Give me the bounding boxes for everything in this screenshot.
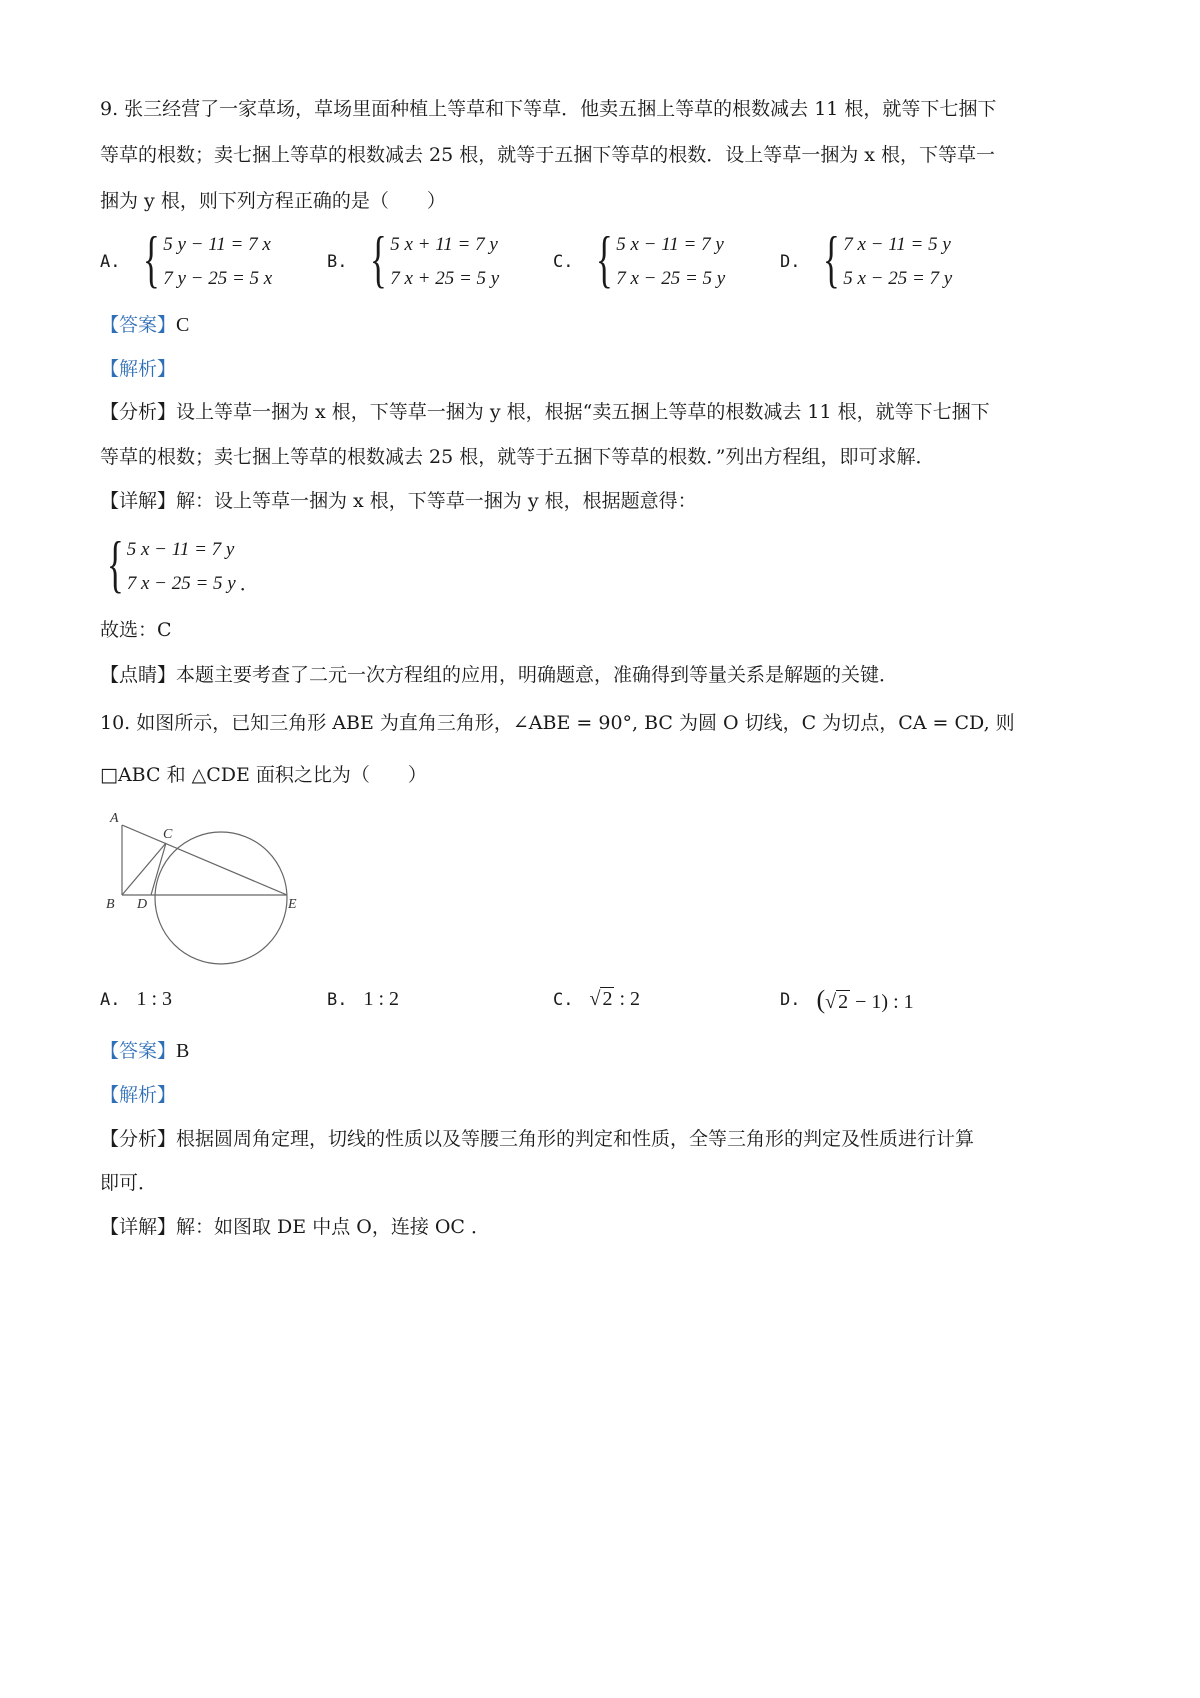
answer-value: C [176,314,190,336]
fenxi-text: 根据圆周角定理，切线的性质以及等腰三角形的判定和性质，全等三角形的判定及性质进行计算 [176,1128,975,1150]
q9-fenxi-line1 [100,401,990,424]
q10-answer [100,1039,189,1063]
ratio-mid: − 1 [850,991,882,1013]
q9-dianjing [100,664,898,687]
q10-analysis-label: 【解析】 [100,1084,177,1106]
fenxi-text: 设上等草一捆为 x 根，下等草一捆为 y 根，根据“卖五捆上等草的根数减去 11 根，就等下七捆下 [176,401,990,423]
segment-bc [122,843,166,895]
point-label-b: B [106,897,115,912]
option-letter: D. [780,252,801,272]
q10-option-b [327,988,399,1011]
q9-answer [100,313,189,337]
brace-icon: { [143,223,161,294]
brace-icon: { [106,528,124,599]
brace-icon: { [596,223,614,294]
q10-option-c [553,988,640,1011]
point-label-d: D [137,897,148,912]
q9-fenxi-line2: 等草的根数；卖七捆上等草的根数减去 25 根，就等于五捆下等草的根数．”列出方程组，即可求解． [100,446,935,468]
point-label-e: E [288,897,297,912]
q9-xiangjie [100,490,697,513]
q10-figure [100,805,300,970]
fenxi-label: 【分析】 [100,1128,177,1150]
option-letter: A. [100,252,121,272]
point-label-a: A [110,811,119,826]
option-letter: D. [780,990,801,1010]
ratio-rest: : 2 [614,988,641,1010]
q9-solution-system [100,528,259,601]
equation: 7 x + 25 = 5 y [390,268,500,289]
q9-option-b [327,223,500,296]
circle-o [155,832,287,964]
option-text: 1 : 2 [363,988,400,1010]
xiangjie-text: 解：设上等草一捆为 x 根，下等草一捆为 y 根，根据题意得： [176,490,697,512]
equation: 5 x − 25 = 7 y [843,268,953,289]
xiangjie-text: 解：如图取 DE 中点 O，连接 OC ． [176,1216,491,1238]
answer-label: 【答案】 [100,1040,177,1062]
paren-open: ( [816,985,826,1014]
q10-stem-line2: □ABC 和 △CDE 面积之比为（ ） [100,764,427,786]
xiangjie-label: 【详解】 [100,1216,177,1238]
brace-icon: { [370,223,388,294]
q10-stem-line1: 10. 如图所示，已知三角形 ABE 为直角三角形，∠ABE = 90°, BC 为圆 O 切线，C 为切点，CA = CD, 则 [100,712,1015,734]
equation: 7 y − 25 = 5 x [163,268,273,289]
dianjing-text: 本题主要考查了二元一次方程组的应用，明确题意，准确得到等量关系是解题的关键． [176,664,899,686]
q9-stem-line2: 等草的根数；卖七捆上等草的根数减去 25 根，就等于五捆下等草的根数．设上等草一捆为 x 根，下等草一 [100,144,996,166]
point-label-c: C [163,827,173,842]
fenxi-label: 【分析】 [100,401,177,423]
answer-label: 【答案】 [100,314,177,336]
q10-option-a [100,988,172,1011]
equation: 5 y − 11 = 7 x [163,234,271,255]
answer-value: B [176,1040,190,1062]
equation: 7 x − 11 = 5 y [843,234,951,255]
q10-option-d [780,985,914,1015]
option-letter: C. [553,252,574,272]
q9-option-a [100,223,273,296]
option-letter: C. [553,989,574,1010]
q9-option-d [780,223,953,296]
option-text: √ 2 : 2 [589,988,641,1010]
q9-choice: 故选：C [100,619,172,641]
equation: 7 x − 25 = 5 y [126,573,236,594]
period: ． [239,572,259,595]
sqrt-radicand: 2 [838,991,849,1013]
equation: 5 x − 11 = 7 y [616,234,724,255]
segment-cd [151,843,166,895]
q9-option-c [553,223,726,296]
dianjing-label: 【点睛】 [100,664,177,686]
q9-stem-line3: 捆为 y 根，则下列方程正确的是（ ） [100,190,446,212]
q10-fenxi-line2: 即可． [100,1172,158,1194]
segment-ae [122,825,287,895]
option-letter: B. [327,989,348,1010]
q10-xiangjie [100,1216,490,1239]
equation: 5 x + 11 = 7 y [390,234,498,255]
q10-fenxi-line1 [100,1128,974,1151]
xiangjie-label: 【详解】 [100,490,177,512]
q9-analysis-label: 【解析】 [100,358,177,380]
ratio-post: ) : 1 [881,991,914,1013]
option-text: (√ 2 − 1) : 1 [816,985,914,1014]
brace-icon: { [823,223,841,294]
equation: 7 x − 25 = 5 y [616,268,726,289]
option-letter: A. [100,989,121,1010]
equation: 5 x − 11 = 7 y [126,539,235,560]
q9-stem-line1: 9. 张三经营了一家草场，草场里面种植上等草和下等草．他卖五捆上等草的根数减去 11 根，就等下七捆下 [100,98,997,120]
option-text: 1 : 3 [136,988,173,1010]
sqrt-radicand: 2 [602,988,613,1010]
option-letter: B. [327,252,348,272]
